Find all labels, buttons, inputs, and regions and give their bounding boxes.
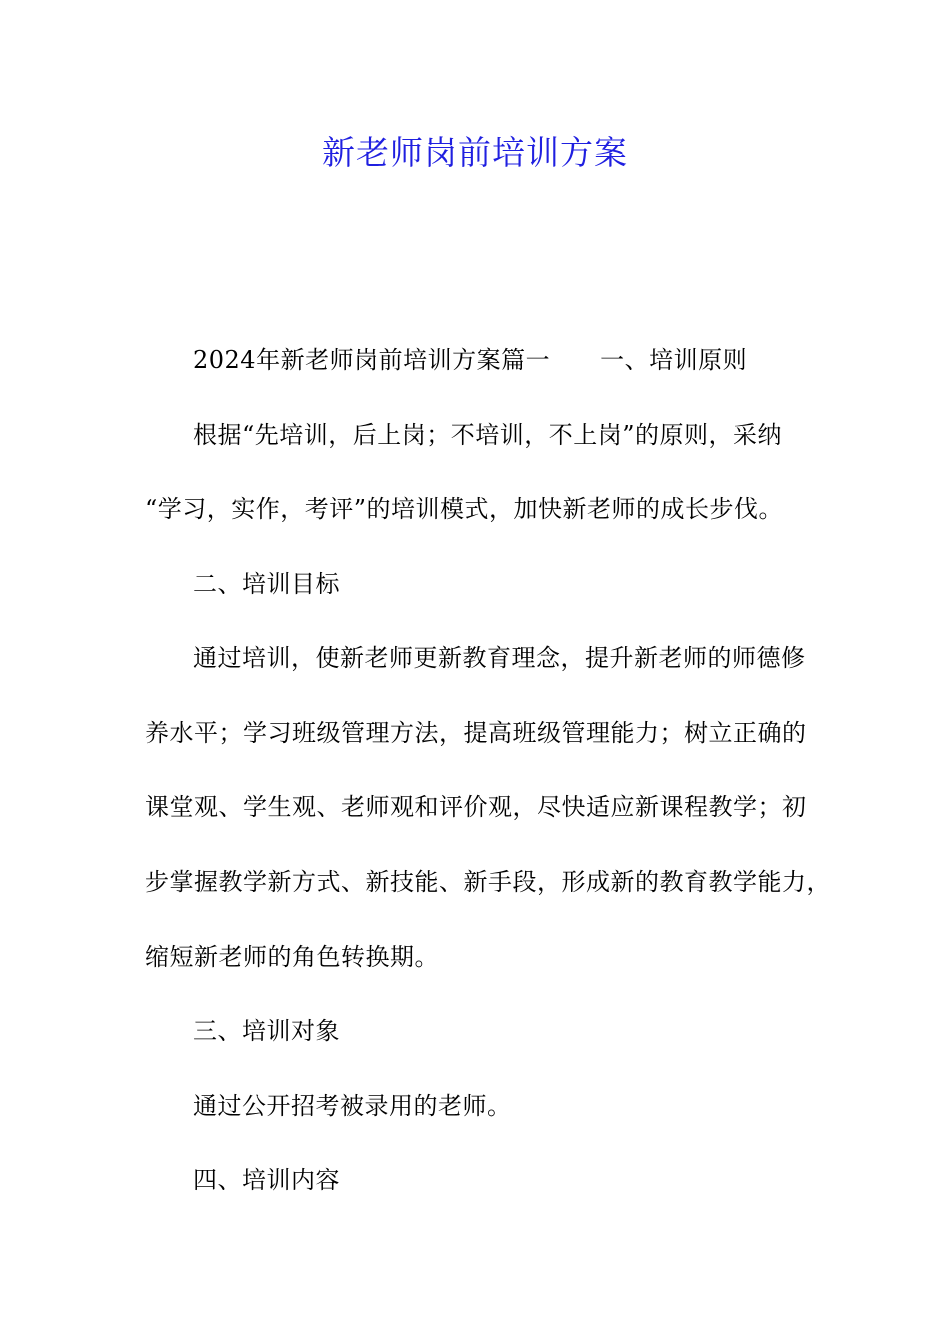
section-subtitle: 2024年新老师岗前培训方案篇一	[193, 346, 551, 374]
paragraph-line: 根据“先培训，后上岗；不培训，不上岗”的原则，采纳	[193, 421, 783, 449]
section-heading: 一、培训原则	[600, 346, 748, 374]
paragraph-line: 通过培训，使新老师更新教育理念，提升新老师的师德修	[193, 644, 806, 672]
paragraph-line: 步掌握教学新方式、新技能、新手段，形成新的教育教学能力，	[145, 868, 831, 896]
paragraph-line: 养水平；学习班级管理方法，提高班级管理能力；树立正确的	[145, 719, 807, 747]
section-heading: 四、培训内容	[193, 1166, 340, 1194]
paragraph-line: “学习，实作，考评”的培训模式，加快新老师的成长步伐。	[145, 495, 784, 523]
paragraph-heading-line	[193, 340, 747, 380]
section-heading: 三、培训对象	[193, 1017, 340, 1045]
document-title: 新老师岗前培训方案	[322, 133, 628, 172]
paragraph-line: 缩短新老师的角色转换期。	[145, 943, 439, 971]
section-heading: 二、培训目标	[193, 570, 340, 598]
paragraph-line: 通过公开招考被录用的老师。	[193, 1092, 512, 1120]
paragraph-line: 课堂观、学生观、老师观和评价观，尽快适应新课程教学；初	[145, 793, 807, 821]
